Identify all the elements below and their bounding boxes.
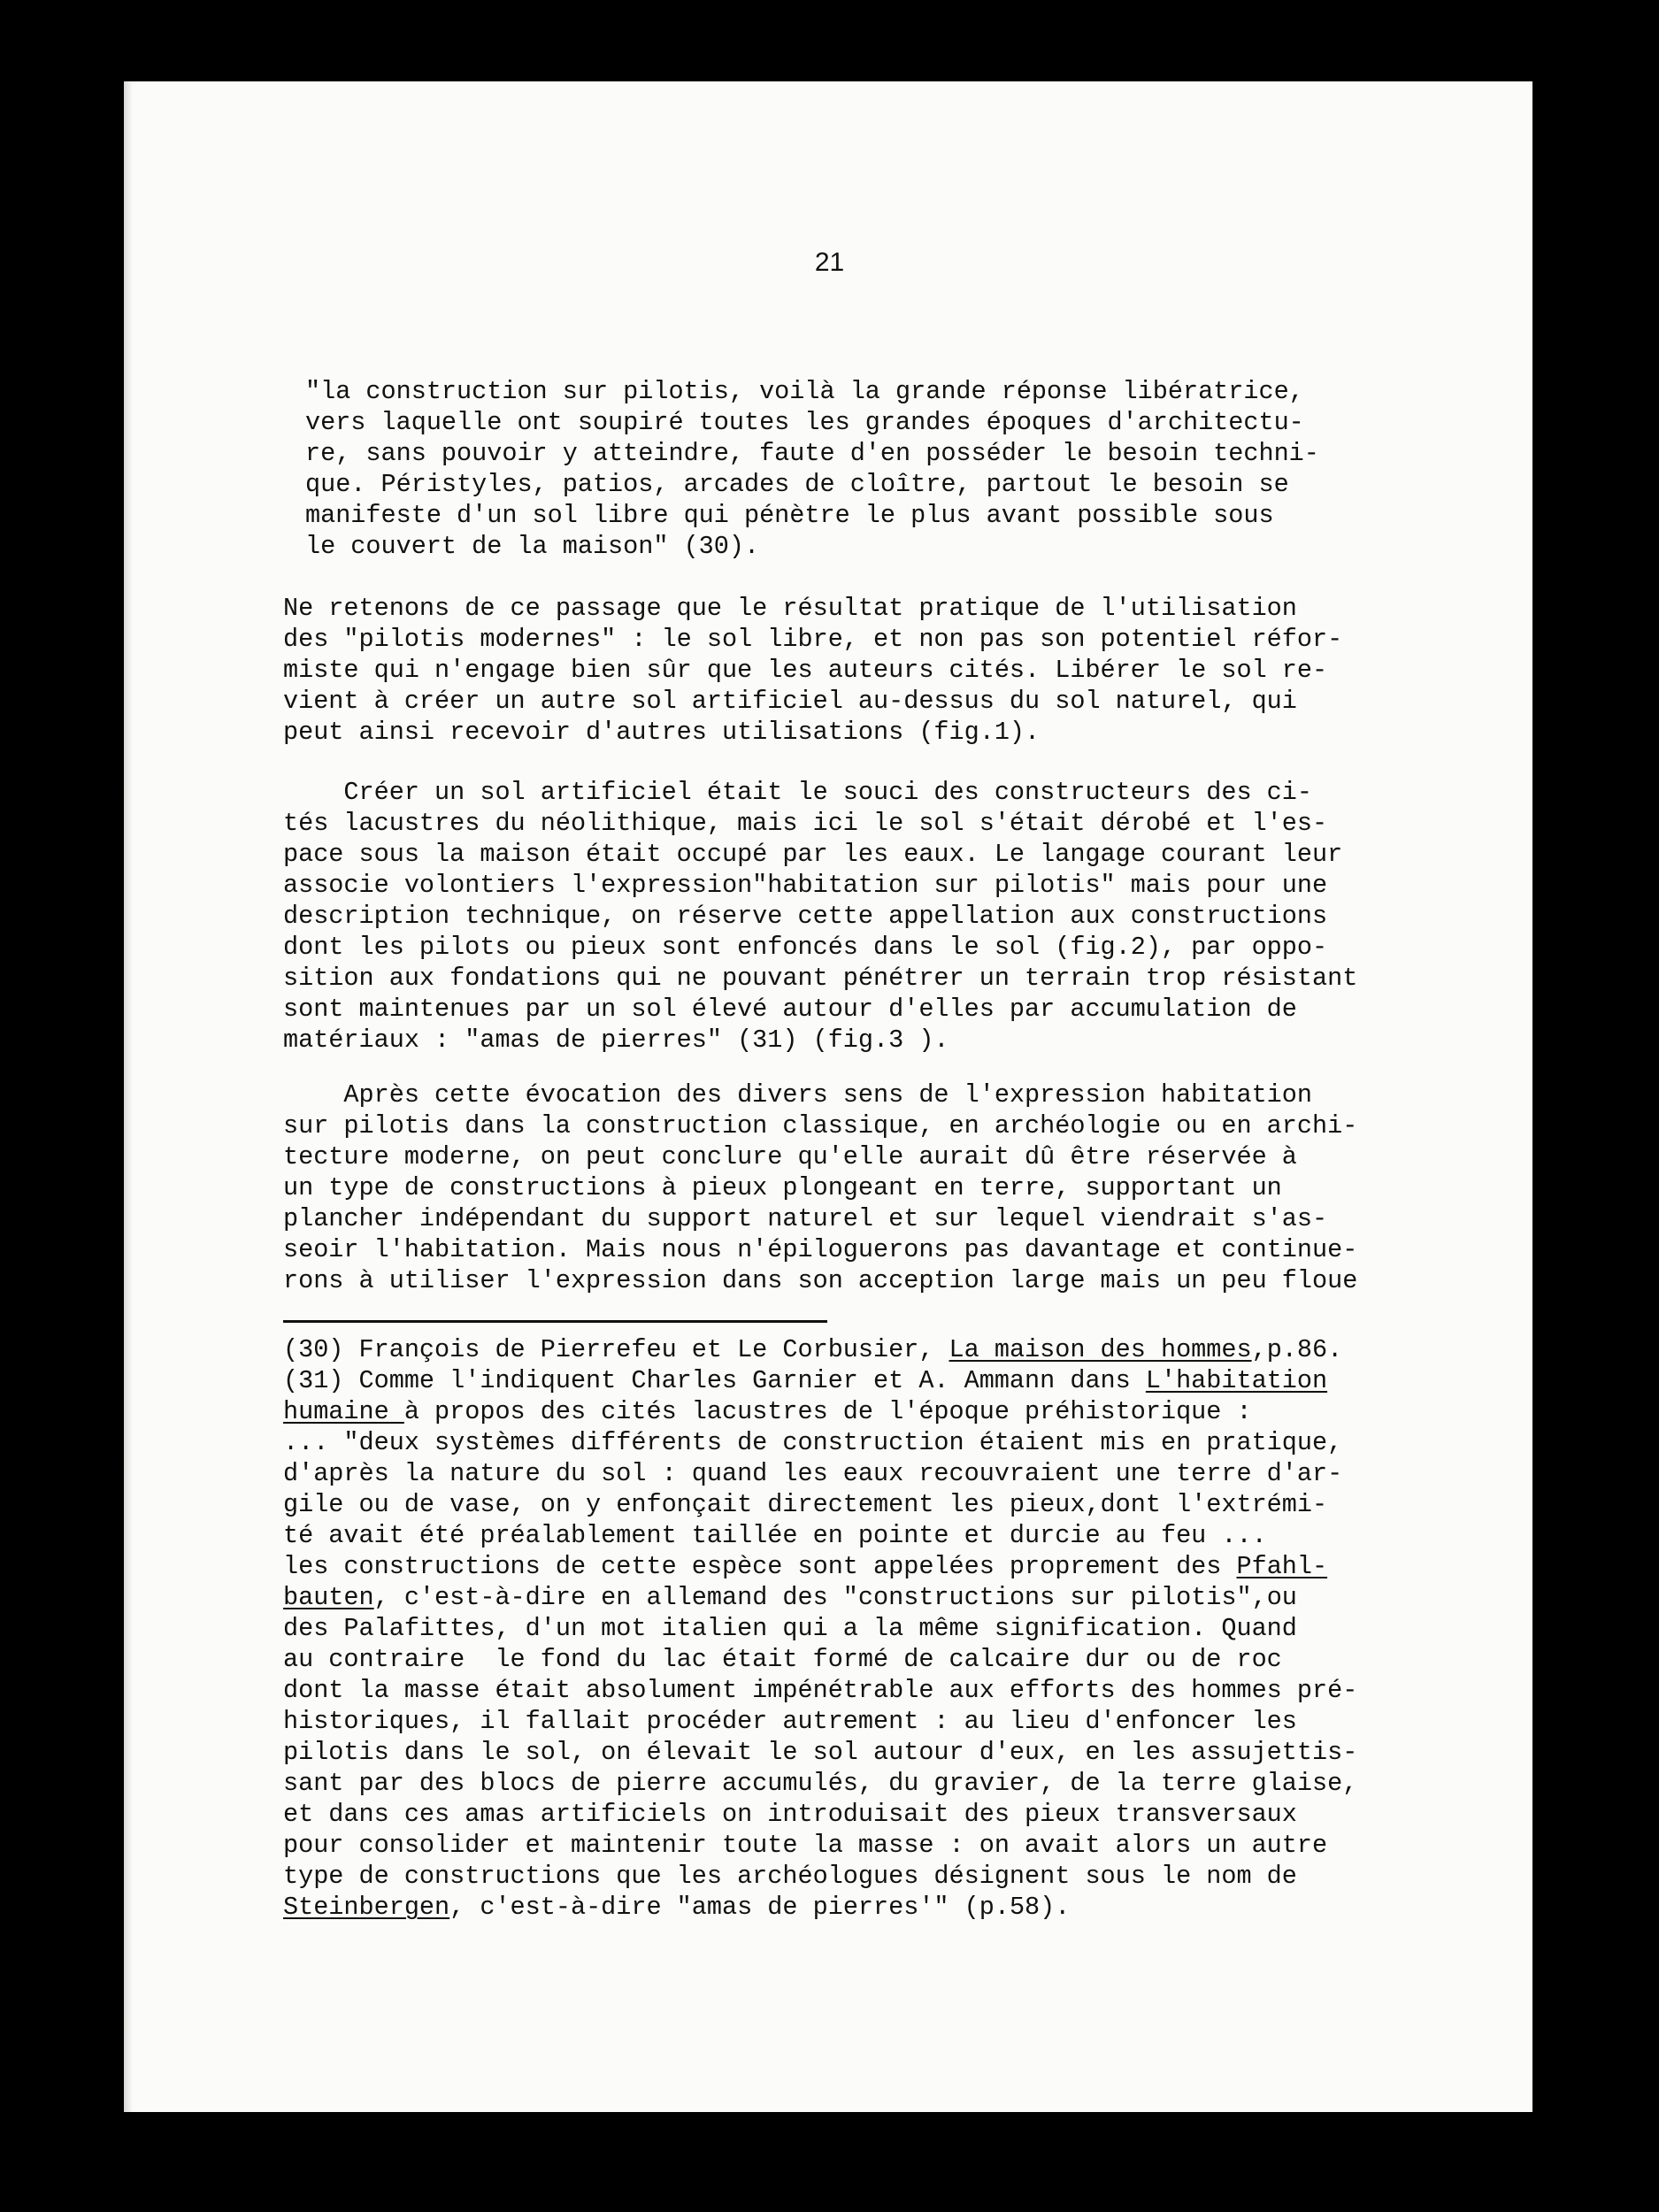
footnote-line	[283, 1582, 1416, 1613]
quote-line: re, sans pouvoir y atteindre, faute d'en posséder le besoin techni-	[305, 439, 1319, 468]
footnote-line: dont la masse était absolument impénétrable aux efforts des hommes pré-	[283, 1676, 1358, 1705]
german-term: Pfahl-	[1236, 1552, 1328, 1581]
cited-title: La maison des hommes	[949, 1335, 1252, 1364]
page-number: 21	[814, 248, 845, 277]
page-edge-shadow	[124, 81, 133, 2112]
footnote-31	[283, 1365, 1416, 1396]
footnote-divider	[283, 1320, 827, 1323]
cited-title: humaine	[283, 1397, 404, 1426]
footnote-line: pour consolider et maintenir toute la masse : on avait alors un autre	[283, 1831, 1328, 1860]
paragraph-line: un type de constructions à pieux plongeant en terre, supportant un	[283, 1173, 1282, 1202]
paragraph-line: matériaux : "amas de pierres" (31) (fig.3 ).	[283, 1025, 949, 1055]
paragraph-line: pace sous la maison était occupé par les eaux. Le langage courant leur	[283, 840, 1343, 869]
paragraph-line: sur pilotis dans la construction classique, en archéologie ou en archi-	[283, 1111, 1358, 1141]
paragraph-2	[283, 777, 1416, 1056]
footnote-text: , c'est-à-dire "amas de pierres'" (p.58).	[449, 1893, 1071, 1922]
paragraph-1	[283, 593, 1416, 748]
footnote-text: (31) Comme l'indiquent Charles Garnier et A. Ammann dans	[283, 1366, 1146, 1395]
paragraph-line: des "pilotis modernes" : le sol libre, et non pas son potentiel réfor-	[283, 625, 1343, 654]
footnotes	[283, 1334, 1416, 1923]
paragraph-line: associe volontiers l'expression"habitation sur pilotis" mais pour une	[283, 871, 1328, 900]
footnote-text: à propos des cités lacustres de l'époque préhistorique :	[403, 1397, 1252, 1426]
footnote-line: d'après la nature du sol : quand les eaux recouvraient une terre d'ar-	[283, 1459, 1343, 1488]
footnote-30	[283, 1334, 1416, 1365]
footnote-line: au contraire le fond du lac était formé de calcaire dur ou de roc	[283, 1645, 1282, 1674]
footnote-line: ... "deux systèmes différents de construction étaient mis en pratique,	[283, 1428, 1343, 1457]
paragraph-line: plancher indépendant du support naturel et sur lequel viendrait s'as-	[283, 1204, 1328, 1233]
quote-line: "la construction sur pilotis, voilà la grande réponse libératrice,	[305, 377, 1304, 406]
cited-title: L'habitation	[1145, 1366, 1328, 1395]
paragraph-line: dont les pilots ou pieux sont enfoncés dans le sol (fig.2), par oppo-	[283, 933, 1328, 962]
footnote-line: type de constructions que les archéologues désignent sous le nom de	[283, 1862, 1297, 1891]
block-quote	[305, 376, 1438, 562]
quote-line: vers laquelle ont soupiré toutes les grandes époques d'architectu-	[305, 408, 1304, 437]
footnote-line: et dans ces amas artificiels on introduisait des pieux transversaux	[283, 1800, 1297, 1829]
footnote-line	[283, 1396, 1416, 1427]
paragraph-line: vient à créer un autre sol artificiel au-dessus du sol naturel, qui	[283, 687, 1297, 716]
quote-line: le couvert de la maison" (30).	[305, 532, 760, 561]
footnote-line: sant par des blocs de pierre accumulés, du gravier, de la terre glaise,	[283, 1769, 1358, 1798]
footnote-text: ,p.86.	[1251, 1335, 1343, 1364]
paragraph-line: peut ainsi recevoir d'autres utilisations (fig.1).	[283, 718, 1041, 747]
quote-line: que. Péristyles, patios, arcades de cloître, partout le besoin se	[305, 470, 1289, 499]
paragraph-line: seoir l'habitation. Mais nous n'épiloguerons pas davantage et continue-	[283, 1235, 1358, 1264]
footnote-line: des Palafittes, d'un mot italien qui a la même signification. Quand	[283, 1614, 1297, 1643]
paragraph-line: Après cette évocation des divers sens de l'expression habitation	[283, 1080, 1312, 1110]
paragraph-line: Ne retenons de ce passage que le résultat pratique de l'utilisation	[283, 594, 1297, 623]
paragraph-line: sont maintenues par un sol élevé autour d'elles par accumulation de	[283, 995, 1297, 1024]
paragraph-line: rons à utiliser l'expression dans son acception large mais un peu floue	[283, 1266, 1358, 1295]
german-term: Steinbergen	[283, 1893, 450, 1922]
footnote-text: les constructions de cette espèce sont appelées proprement des	[283, 1552, 1237, 1581]
paragraph-line: tecture moderne, on peut conclure qu'elle aurait dû être réservée à	[283, 1142, 1297, 1171]
paragraph-3	[283, 1079, 1416, 1296]
paragraph-line: miste qui n'engage bien sûr que les auteurs cités. Libérer le sol re-	[283, 656, 1328, 685]
paragraph-line: Créer un sol artificiel était le souci des constructeurs des ci-	[283, 778, 1312, 807]
paragraph-line: description technique, on réserve cette appellation aux constructions	[283, 902, 1328, 931]
footnote-line: gile ou de vase, on y enfonçait directement les pieux,dont l'extrémi-	[283, 1490, 1328, 1519]
footnote-line	[283, 1551, 1416, 1582]
paragraph-line: sition aux fondations qui ne pouvant pénétrer un terrain trop résistant	[283, 964, 1358, 993]
quote-line: manifeste d'un sol libre qui pénètre le plus avant possible sous	[305, 501, 1274, 530]
paragraph-line: tés lacustres du néolithique, mais ici le sol s'était dérobé et l'es-	[283, 809, 1328, 838]
footnote-text: (30) François de Pierrefeu et Le Corbusier,	[283, 1335, 949, 1364]
footnote-text: , c'est-à-dire en allemand des "constructions sur pilotis",ou	[373, 1583, 1297, 1612]
german-term: bauten	[283, 1583, 374, 1612]
footnote-line	[283, 1892, 1416, 1923]
footnote-line: pilotis dans le sol, on élevait le sol autour d'eux, en les assujettis-	[283, 1738, 1358, 1767]
footnote-line: historiques, il fallait procéder autrement : au lieu d'enfoncer les	[283, 1707, 1297, 1736]
footnote-line: té avait été préalablement taillée en pointe et durcie au feu ...	[283, 1521, 1267, 1550]
